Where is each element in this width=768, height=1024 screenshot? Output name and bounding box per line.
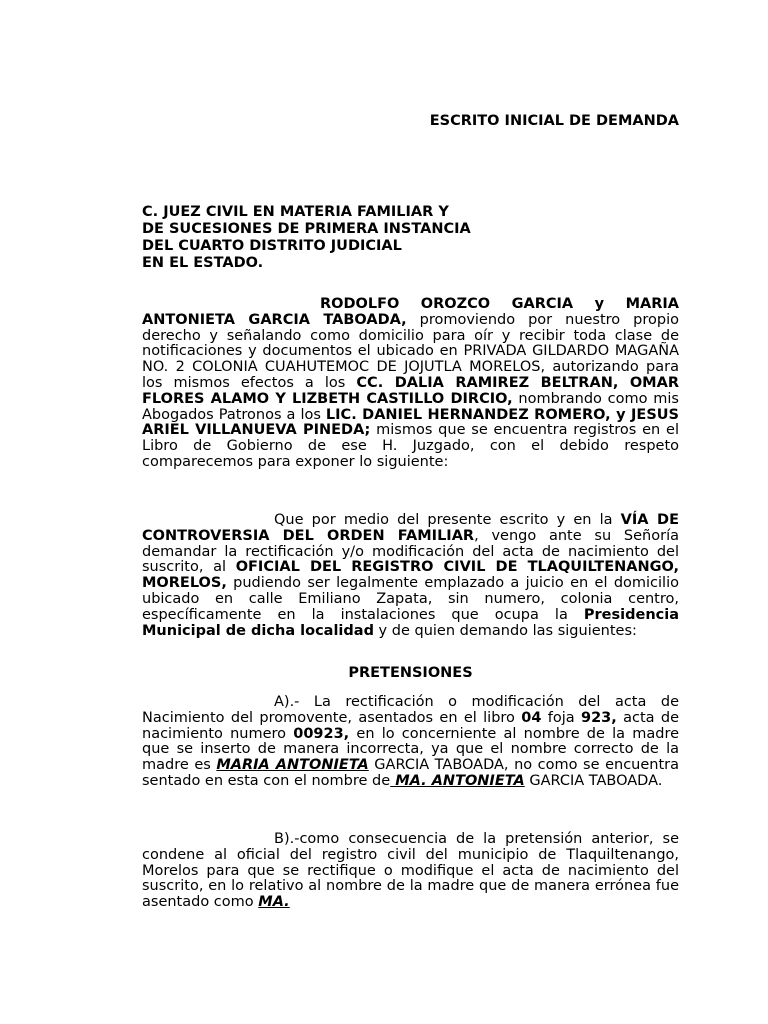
document-title: ESCRITO INICIAL DE DEMANDA [429,113,679,129]
addressee-line: DE SUCESIONES DE PRIMERA INSTANCIA [142,221,471,237]
incorrect-name: MA. ANTONIETA [390,772,525,789]
pretension-a-paragraph: A).- La rectificación o modificación del acta de Nacimiento del promovente, asentados en el libro 04 foja 923, acta de nacimiento numero 00923, en lo concerniente al nombre de la madre que se inserto de manera incorrecta, ya que el nombre correcto de la madre es MARIA ANTONIETA GARCIA TABOADA, no como se encuentra sentado en esta con el nombre de MA. ANTONIETA GARCIA TABOADA. [142,694,680,789]
via-text: VÍA DE CONTROVERSIA DEL ORDEN FAMILIAR [142,512,679,544]
location-text: Presidencia Municipal de dicha localidad [142,606,679,639]
autorizados-names: CC. DALIA RAMIREZ BELTRAN, OMAR FLORES ALAMO Y LIZBETH CASTILLO DIRCIO, [142,374,679,407]
addressee-line: C. JUEZ CIVIL EN MATERIA FAMILIAR Y [142,204,449,220]
promoventes-names: RODOLFO OROZCO GARCIA y MARIA ANTONIETA GARCIA TABOADA, [142,296,679,328]
abogados-names: LIC. DANIEL HERNANDEZ ROMERO, y JESUS ARIEL VILLANUEVA PINEDA; [142,406,679,439]
pretensiones-heading: PRETENSIONES [348,665,473,681]
correct-name: MARIA ANTONIETA [216,757,369,774]
defendant-text: OFICIAL DEL REGISTRO CIVIL DE TLAQUILTENANGO, MORELOS, [142,559,680,592]
addressee-block [142,204,471,272]
demand-paragraph: Que por medio del presente escrito y en la VÍA DE CONTROVERSIA DEL ORDEN FAMILIAR, vengo ante su Señoría demandar la rectificación y/o modificación del acta de nacimiento del suscrito, al OFICIAL DEL REGISTRO CIVIL DE TLAQUILTENANGO, MORELOS, pudiendo ser legalmente emplazado a juicio en el domicilio ubicado en calle Emiliano Zapata, sin numero, colonia centro, específicamente en la instalaciones que ocupa la Presidencia Municipal de dicha localidad y de quien demando las siguientes: [142,512,680,639]
addressee-line: EN EL ESTADO. [142,255,264,271]
pretension-b-paragraph: B).-como consecuencia de la pretensión anterior, se condene al oficial del registro civil del municipio de Tlaquiltenango, Morelos para que se rectifique o modifique el acta de nacimiento del suscrito, en lo relativo al nombre de la madre que de manera errónea fue asentado como MA. [142,831,679,911]
addressee-line: DEL CUARTO DISTRITO JUDICIAL [142,238,402,254]
intro-paragraph: RODOLFO OROZCO GARCIA y MARIA ANTONIETA GARCIA TABOADA, promoviendo por nuestro propio derecho y señalando como domicilio para oír y recibir toda clase de notificaciones y documentos el ubicado en PRIVADA GILDARDO MAGAÑA NO. 2 COLONIA CUAHUTEMOC DE JOJUTLA MORELOS, autorizando para los mismos efectos a los CC. DALIA RAMIREZ BELTRAN, OMAR FLORES ALAMO Y LIZBETH CASTILLO DIRCIO, nombrando como mis Abogados Patronos a los LIC. DANIEL HERNANDEZ ROMERO, y JESUS ARIEL VILLANUEVA PINEDA; mismos que se encuentra registros en el Libro de Gobierno de ese H. Juzgado, con el debido respeto comparecemos para exponer lo siguiente: [142,296,679,470]
